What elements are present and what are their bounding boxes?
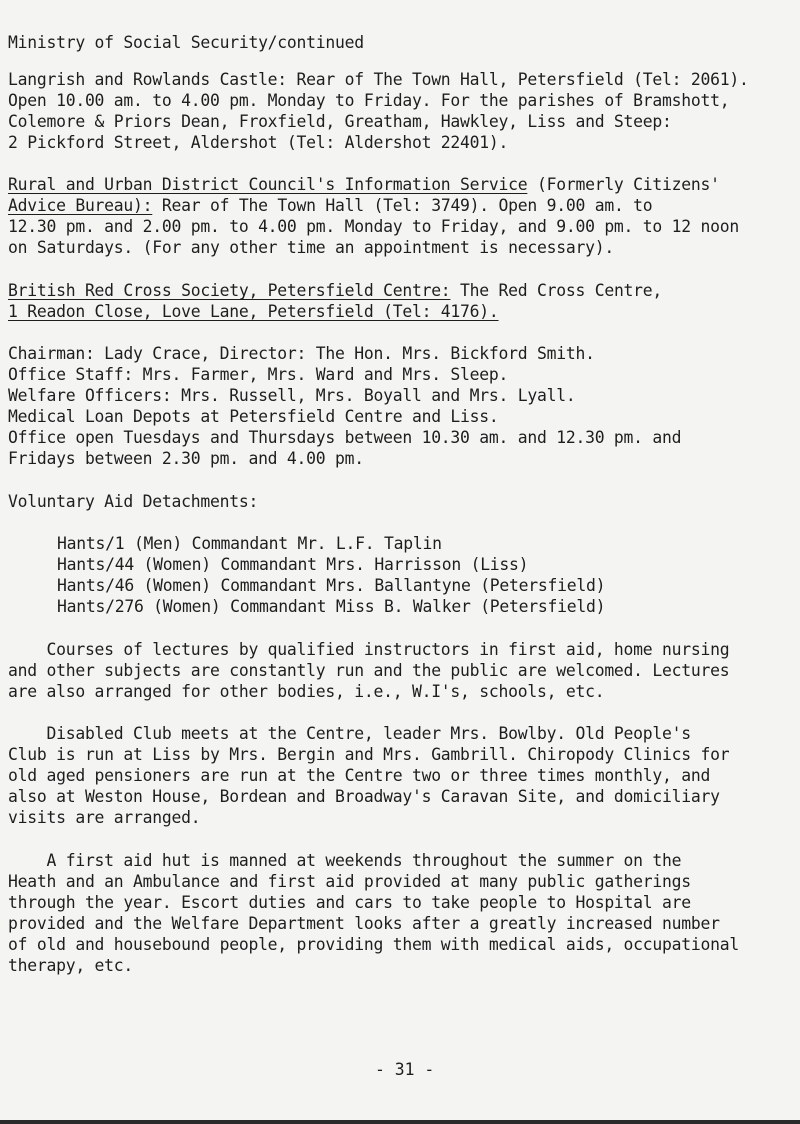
heading-continuation: (Formerly Citizens' xyxy=(527,175,720,194)
page-number: - 31 - xyxy=(375,1060,435,1079)
officer-line: Fridays between 2.30 pm. and 4.00 pm. xyxy=(8,449,364,468)
officer-line: Office Staff: Mrs. Farmer, Mrs. Ward and Mrs. Sleep. xyxy=(8,365,509,384)
paragraph-line: Langrish and Rowlands Castle: Rear of The Town Hall, Petersfield (Tel: 2061). xyxy=(8,70,749,89)
paragraph-line: visits are arranged. xyxy=(8,808,201,827)
section-heading: Rural and Urban District Council's Information Service xyxy=(8,175,528,194)
paragraph-line: provided and the Welfare Department looks after a greatly increased number xyxy=(8,914,720,933)
officer-line: Welfare Officers: Mrs. Russell, Mrs. Boyall and Mrs. Lyall. xyxy=(8,386,576,405)
heading-continuation: The Red Cross Centre, xyxy=(450,281,663,300)
section-heading: British Red Cross Society, Petersfield Centre: xyxy=(8,281,451,300)
vad-item: Hants/276 (Women) Commandant Miss B. Walker (Petersfield) xyxy=(57,597,606,616)
paragraph-line: Courses of lectures by qualified instructors in first aid, home nursing xyxy=(8,640,730,659)
paragraph-line: old aged pensioners are run at the Centre two or three times monthly, and xyxy=(8,766,711,785)
scan-edge xyxy=(0,1120,800,1124)
running-title: Ministry of Social Security/continued xyxy=(8,33,364,52)
paragraph-text: Rear of The Town Hall (Tel: 3749). Open 9.00 am. to xyxy=(152,196,653,215)
paragraph-line xyxy=(8,196,652,216)
section-heading-cont: Advice Bureau): xyxy=(8,196,153,215)
paragraph-line: 12.30 pm. and 2.00 pm. to 4.00 pm. Monday to Friday, and 9.00 pm. to 12 noon xyxy=(8,217,739,236)
paragraph-line: Heath and an Ambulance and first aid provided at many public gatherings xyxy=(8,872,691,891)
vad-heading: Voluntary Aid Detachments: xyxy=(8,492,259,511)
paragraph-line: Club is run at Liss by Mrs. Bergin and Mrs. Gambrill. Chiropody Clinics for xyxy=(8,745,730,764)
paragraph-line: therapy, etc. xyxy=(8,956,134,975)
paragraph-line: and other subjects are constantly run and the public are welcomed. Lectures xyxy=(8,661,730,680)
paragraph-line: A first aid hut is manned at weekends throughout the summer on the xyxy=(8,851,682,870)
section-heading-line xyxy=(8,281,662,301)
section-heading-line xyxy=(8,175,720,195)
vad-item: Hants/1 (Men) Commandant Mr. L.F. Taplin xyxy=(57,534,442,553)
paragraph-line: Colemore & Priors Dean, Froxfield, Greatham, Hawkley, Liss and Steep: xyxy=(8,112,672,131)
officer-line: Chairman: Lady Crace, Director: The Hon. Mrs. Bickford Smith. xyxy=(8,344,595,363)
paragraph-line: are also arranged for other bodies, i.e., W.I's, schools, etc. xyxy=(8,682,605,701)
paragraph-line: through the year. Escort duties and cars to take people to Hospital are xyxy=(8,893,691,912)
paragraph-line: also at Weston House, Bordean and Broadway's Caravan Site, and domiciliary xyxy=(8,787,720,806)
officer-line: Office open Tuesdays and Thursdays between 10.30 am. and 12.30 pm. and xyxy=(8,428,682,447)
vad-item: Hants/46 (Women) Commandant Mrs. Ballantyne (Petersfield) xyxy=(57,576,606,595)
paragraph-line: Disabled Club meets at the Centre, leader Mrs. Bowlby. Old People's xyxy=(8,724,691,743)
paragraph-line: on Saturdays. (For any other time an appointment is necessary). xyxy=(8,238,614,257)
paragraph-line: 2 Pickford Street, Aldershot (Tel: Aldershot 22401). xyxy=(8,133,509,152)
address-line: 1 Readon Close, Love Lane, Petersfield (Tel: 4176). xyxy=(8,302,499,321)
paragraph-line: of old and housebound people, providing them with medical aids, occupational xyxy=(8,935,739,954)
paragraph-line: Open 10.00 am. to 4.00 pm. Monday to Friday. For the parishes of Bramshott, xyxy=(8,91,730,110)
officer-line: Medical Loan Depots at Petersfield Centre and Liss. xyxy=(8,407,499,426)
vad-item: Hants/44 (Women) Commandant Mrs. Harrisson (Liss) xyxy=(57,555,529,574)
